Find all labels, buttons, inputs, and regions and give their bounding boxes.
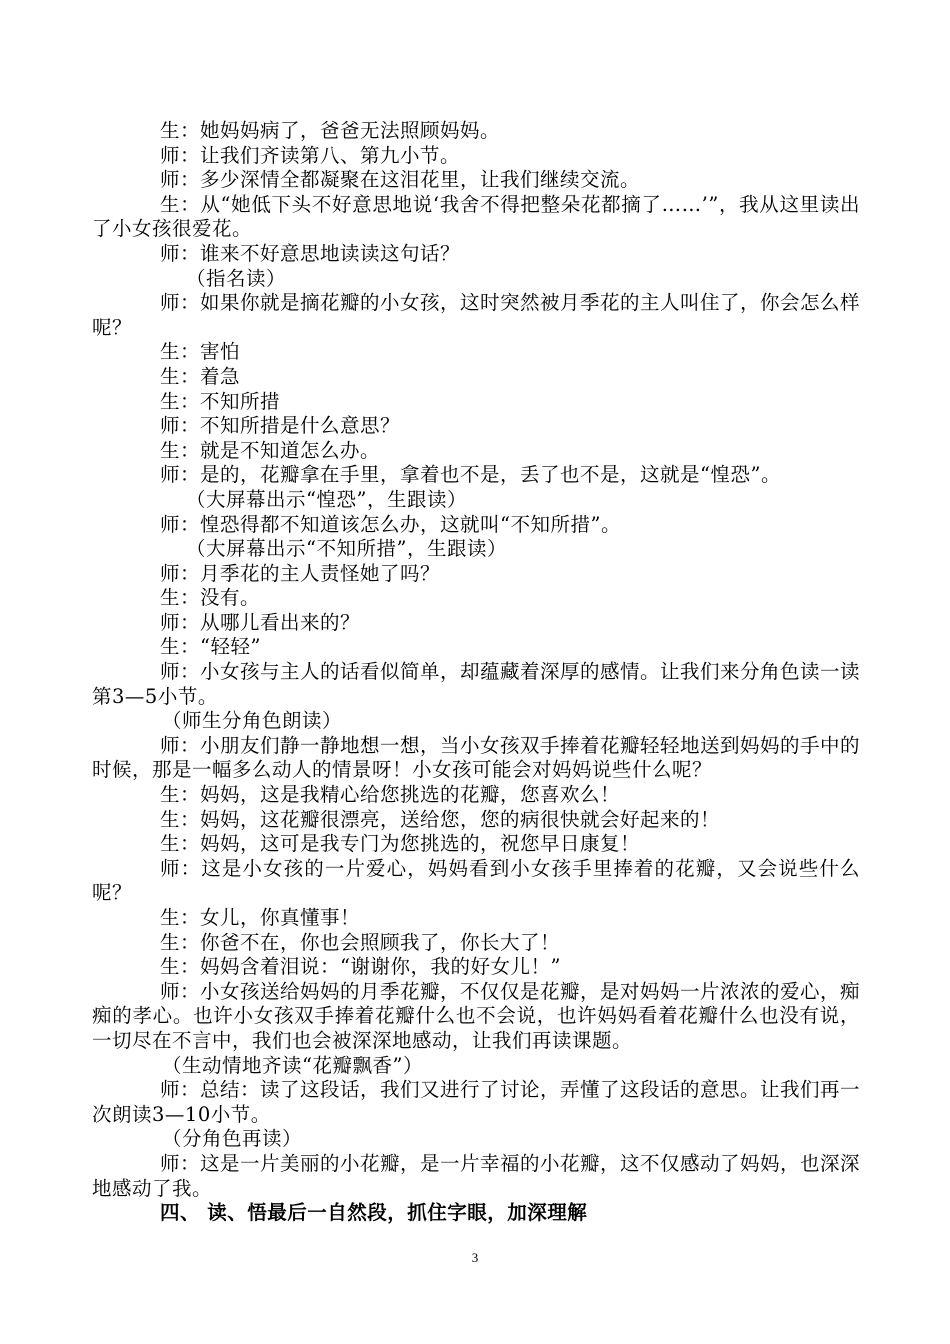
- dialogue-line: 师：如果你就是摘花瓣的小女孩，这时突然被月季花的主人叫住了，你会怎么样呢？: [92, 291, 861, 339]
- dialogue-line: 生：妈妈，这是我精心给您挑选的花瓣，您喜欢么！: [160, 783, 621, 807]
- dialogue-line: 师：是的，花瓣拿在手里，拿着也不是，丢了也不是，这就是“惶恐”。: [160, 463, 781, 487]
- stage-direction: （指名读）: [186, 266, 287, 290]
- dialogue-line: 师：从哪儿看出来的？: [160, 610, 361, 634]
- dialogue-line: 师：这是一片美丽的小花瓣，是一片幸福的小花瓣，这不仅感动了妈妈，也深深地感动了我。: [92, 1151, 861, 1200]
- stage-direction: （生动情地齐读“花瓣飘香”）: [162, 1053, 423, 1077]
- dialogue-line: 师：小女孩与主人的话看似简单，却蕴藏着深厚的感情。让我们来分角色读一读第3—5小节。: [92, 660, 861, 708]
- section-heading: 四、 读、悟最后一自然段，抓住字眼，加深理解: [160, 1201, 588, 1225]
- document-body: [92, 119, 860, 1226]
- dialogue-line: 师：月季花的主人责怪她了吗？: [160, 561, 441, 585]
- dialogue-line: 生：着急: [160, 364, 241, 388]
- dialogue-line: 生：女儿，你真懂事！: [160, 906, 361, 929]
- dialogue-line: 生：她妈妈病了，爸爸无法照顾妈妈。: [160, 119, 501, 142]
- dialogue-line: 生：没有。: [160, 586, 261, 610]
- dialogue-line: 师：让我们齐读第八、第九小节。: [160, 143, 461, 167]
- stage-direction: （分角色再读）: [162, 1127, 303, 1151]
- dialogue-line: 师：总结：读了这段话，我们又进行了讨论，弄懂了这段话的意思。让我们再一次朗读3—10小节。: [92, 1078, 861, 1126]
- dialogue-line: 师：惶恐得都不知道该怎么办，这就叫“不知所措”。: [160, 512, 621, 536]
- dialogue-line: 生：妈妈含着泪说：“谢谢你，我的好女儿！”: [160, 955, 561, 979]
- dialogue-line: 师：小女孩送给妈妈的月季花瓣，不仅仅是花瓣，是对妈妈一片浓浓的爱心，痴痴的孝心。也许小女孩双手捧着花瓣什么也不会说，也许妈妈看着花瓣什么也没有说，一切尽在不言中，我们也会被深深地感动，让我们再读课题。: [92, 979, 861, 1052]
- dialogue-line: 生：从“她低下头不好意思地说‘我舍不得把整朵花都摘了……’”，我从这里读出了小女孩很爱花。: [92, 192, 860, 241]
- dialogue-line: 师：谁来不好意思地读读这句话？: [160, 241, 461, 265]
- stage-direction: （大屏幕出示“不知所措”，生跟读）: [186, 537, 507, 561]
- dialogue-line: 师：多少深情全都凝聚在这泪花里，让我们继续交流。: [160, 168, 641, 192]
- dialogue-line: 生：就是不知道怎么办。: [160, 438, 381, 462]
- dialogue-line: 生：妈妈，这可是我专门为您挑选的，祝您早日康复！: [160, 832, 641, 856]
- stage-direction: （师生分角色朗读）: [162, 709, 343, 733]
- page-number: 3: [471, 1250, 479, 1265]
- dialogue-line: 生：妈妈，这花瓣很漂亮，送给您，您的病很快就会好起来的！: [160, 807, 721, 831]
- dialogue-line: 师：不知所措是什么意思？: [160, 414, 401, 438]
- dialogue-line: 生：不知所措: [160, 389, 281, 413]
- stage-direction: （大屏幕出示“惶恐”，生跟读）: [186, 487, 467, 511]
- dialogue-line: 生：“轻轻”: [160, 635, 261, 659]
- dialogue-line: 生：害怕: [160, 340, 241, 364]
- dialogue-line: 师：这是小女孩的一片爱心，妈妈看到小女孩手里捧着的花瓣，又会说些什么呢？: [92, 856, 860, 905]
- dialogue-line: 师：小朋友们静一静地想一想，当小女孩双手捧着花瓣轻轻地送到妈妈的手中的时候，那是一幅多么动人的情景呀！小女孩可能会对妈妈说些什么呢？: [92, 733, 861, 782]
- dialogue-line: 生：你爸不在，你也会照顾我了，你长大了！: [160, 930, 561, 954]
